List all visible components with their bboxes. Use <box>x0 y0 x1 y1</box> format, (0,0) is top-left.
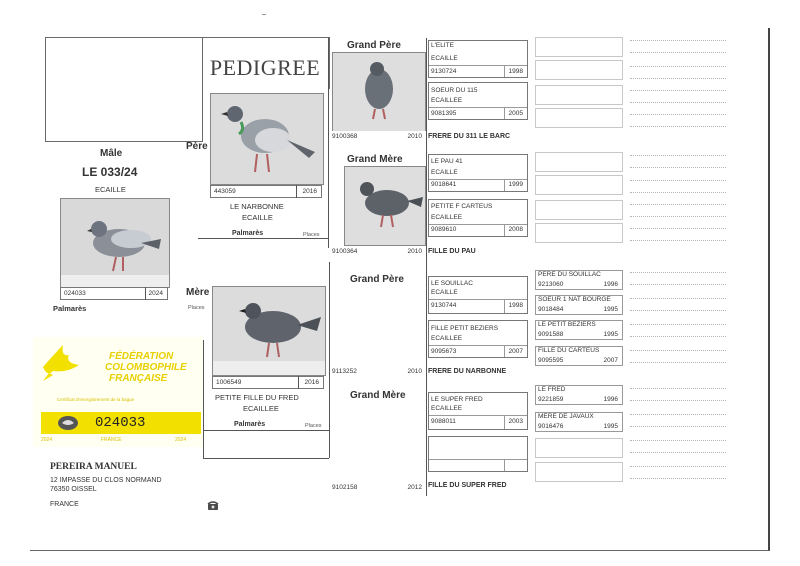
gp2-p1-color: ECAILLE <box>431 289 458 296</box>
ggp-slot <box>535 438 623 458</box>
mother-ring-box <box>212 376 324 389</box>
gm2-ring-box <box>330 482 426 494</box>
ggp-3-year: 1995 <box>603 331 618 338</box>
gm2-p1-name: LE SUPER FRED <box>431 396 483 403</box>
gp1-ring-box <box>330 131 426 143</box>
federation-ring-number: 024033 <box>95 415 146 431</box>
gm1-parent-2 <box>428 199 528 237</box>
ggp-entry <box>535 320 623 340</box>
federation-line-1: FÉDÉRATION <box>109 351 174 362</box>
ggp-slot <box>535 85 623 105</box>
gm1-p1-year: 1999 <box>508 181 523 188</box>
gm1-p1-color: ECAILLE <box>431 169 458 176</box>
gm1-role: Grand Mère <box>347 154 403 165</box>
ggp-5-name: LE FRED <box>538 386 566 393</box>
gp2-parent-1 <box>428 276 528 314</box>
ggp-1-ring: 9213060 <box>538 281 564 288</box>
ggp-6-name: MERE DE JAVAUX <box>538 413 594 420</box>
gm1-p1-ring: 9018641 <box>431 181 457 188</box>
owner-address-2: 76350 OISSEL <box>50 486 97 493</box>
subject-ring-box <box>60 287 168 300</box>
gm1-parent-1 <box>428 154 528 192</box>
father-year: 2016 <box>302 188 317 195</box>
gm2-parent-1 <box>428 392 528 430</box>
phone-icon <box>207 501 219 511</box>
gm1-p2-color: ECAILLEE <box>431 214 463 221</box>
gm1-ring: 9100364 <box>332 248 358 255</box>
ggp-3-name: LE PETIT BEZIERS <box>538 321 596 328</box>
federation-line-2: COLOMBOPHILE <box>105 362 187 373</box>
father-palmares-label: Palmarès <box>232 230 264 237</box>
mother-photo <box>212 286 326 376</box>
owner-address-1: 12 IMPASSE DU CLOS NORMAND <box>50 477 162 484</box>
ggp-6-year: 1995 <box>603 423 618 430</box>
ggp-4-year: 2007 <box>603 357 618 364</box>
pigeon-photo <box>333 53 425 131</box>
federation-year-1: 2024 <box>41 437 53 443</box>
federation-cert: Certificat d'enregistrement de la bague <box>57 397 135 402</box>
mother-color: ECAILLEE <box>243 404 279 413</box>
gp2-ring: 9113252 <box>332 368 357 375</box>
father-role: Père <box>186 141 208 152</box>
gm1-p2-year: 2008 <box>508 226 523 233</box>
sex-label: Mâle <box>100 148 123 159</box>
gp2-role: Grand Père <box>350 274 404 285</box>
subject-ring-number: 024033 <box>64 290 86 297</box>
gp2-p2-year: 2007 <box>508 348 523 355</box>
gm1-ring-box <box>330 246 426 258</box>
subject-palmares-label: Palmarès <box>53 304 87 313</box>
federation-year-2: 2024 <box>175 437 187 443</box>
gp1-p1-ring: 9130724 <box>431 68 457 75</box>
ggp-slot <box>535 223 623 243</box>
ggp-slot <box>535 60 623 80</box>
mother-ring: 1006549 <box>216 379 242 386</box>
federation-card <box>33 337 203 447</box>
gp1-ring: 9100368 <box>332 133 358 140</box>
gm1-caption: FILLE DU PAU <box>428 248 476 255</box>
pigeon-photo <box>61 199 169 287</box>
ggp-3-ring: 9091588 <box>538 331 564 338</box>
ggp-5-ring: 9221859 <box>538 396 564 403</box>
ggp-2-year: 1995 <box>603 306 618 313</box>
mother-places-label: Places <box>188 305 205 311</box>
dove-logo-icon <box>39 343 83 383</box>
gm2-year: 2012 <box>407 484 422 491</box>
gm2-parent-2-empty <box>428 436 528 472</box>
ggp-entry <box>535 412 623 432</box>
father-places-label: Places <box>303 232 320 238</box>
gp1-parent-1 <box>428 40 528 78</box>
gp1-p1-color: ECAILLE <box>431 55 458 62</box>
scan-mark <box>262 14 266 15</box>
gm2-role: Grand Mère <box>350 390 406 401</box>
pigeon-photo <box>213 287 325 375</box>
gm1-photo <box>344 166 426 246</box>
father-ring-box <box>210 185 322 198</box>
pigeon-photo <box>345 167 425 245</box>
mother-name: PETITE FILLE DU FRED <box>215 393 299 402</box>
father-name: LE NARBONNE <box>230 202 284 211</box>
gp1-photo <box>332 52 426 132</box>
gm2-p1-year: 2003 <box>508 418 523 425</box>
federation-line-3: FRANÇAISE <box>109 373 168 384</box>
blank-frame <box>45 37 203 142</box>
subject-year: 2024 <box>148 290 163 297</box>
gm2-p1-color: ECAILLEE <box>431 405 463 412</box>
ggp-6-ring: 9016476 <box>538 423 564 430</box>
ggp-5-year: 1996 <box>603 396 618 403</box>
gp2-year: 2010 <box>407 368 422 375</box>
ggp-slot <box>535 462 623 482</box>
ggp-slot <box>535 175 623 195</box>
ggp-slot <box>535 37 623 57</box>
gp1-p1-name: L'ELITE <box>431 42 454 49</box>
ggp-2-ring: 9018484 <box>538 306 564 313</box>
ggp-entry <box>535 295 623 315</box>
ggp-slot <box>535 200 623 220</box>
gp1-p2-color: ECAILLEE <box>431 97 463 104</box>
subject-photo <box>60 198 170 288</box>
mother-year: 2016 <box>304 379 319 386</box>
gp1-year: 2010 <box>407 133 422 140</box>
ggp-1-year: 1996 <box>603 281 618 288</box>
subject-color: ECAILLE <box>95 185 126 194</box>
ffc-emblem-icon <box>57 415 79 431</box>
ggp-entry <box>535 270 623 290</box>
gm1-p1-name: LE PAU 41 <box>431 158 463 165</box>
father-ring: 443059 <box>214 188 236 195</box>
gp1-p1-year: 1998 <box>508 68 523 75</box>
gp2-parent-2 <box>428 320 528 358</box>
pigeon-photo <box>211 94 323 184</box>
father-photo <box>210 93 324 185</box>
gp2-p2-name: FILLE PETIT BEZIERS <box>431 325 499 332</box>
gp1-p2-ring: 9081395 <box>431 110 457 117</box>
ggp-4-name: FILLE DU CARTEUS <box>538 347 600 354</box>
gm2-p1-ring: 9088011 <box>431 418 456 425</box>
gm2-caption: FILLE DU SUPER FRED <box>428 482 507 489</box>
ggp-entry <box>535 346 623 366</box>
father-color: ECAILLE <box>242 213 273 222</box>
ggp-slot <box>535 152 623 172</box>
gp1-role: Grand Père <box>347 40 401 51</box>
ggp-entry <box>535 385 623 405</box>
owner-country: FRANCE <box>50 501 79 508</box>
gp1-parent-2 <box>428 82 528 120</box>
gm1-year: 2010 <box>407 248 422 255</box>
gp1-p2-year: 2005 <box>508 110 523 117</box>
gp2-p1-name: LE SOUILLAC <box>431 280 473 287</box>
gp1-caption: FRERE DU 311 LE BARC <box>428 133 511 140</box>
gp2-p2-ring: 9095673 <box>431 348 457 355</box>
ggp-4-ring: 9095595 <box>538 357 564 364</box>
gm1-p2-ring: 9089610 <box>431 226 457 233</box>
owner-name: PEREIRA MANUEL <box>50 462 137 472</box>
subject-ring: LE 033/24 <box>82 165 138 179</box>
mother-places-label-2: Places <box>305 423 322 429</box>
gp2-ring-box <box>330 366 426 378</box>
gp2-p2-color: ECAILLEE <box>431 335 463 342</box>
ggp-slot <box>535 108 623 128</box>
gm2-ring: 9102158 <box>332 484 358 491</box>
mother-role: Mère <box>186 287 210 298</box>
mother-palmares-label: Palmarès <box>234 421 266 428</box>
gp2-caption: FRERE DU NARBONNE <box>428 368 507 375</box>
gp1-p2-name: SOEUR DU 115 <box>431 87 478 94</box>
gp2-p1-year: 1998 <box>508 302 523 309</box>
ggp-1-name: PERE DU SOUILLAC <box>538 271 601 278</box>
ggp-2-name: SOEUR 1 NAT BOURGE <box>538 296 611 303</box>
gm1-p2-name: PETITE F CARTEUS <box>431 203 493 210</box>
gp2-p1-ring: 9130744 <box>431 302 457 309</box>
federation-country: FRANCE <box>101 437 122 443</box>
page-title: PEDIGREE <box>209 55 321 80</box>
